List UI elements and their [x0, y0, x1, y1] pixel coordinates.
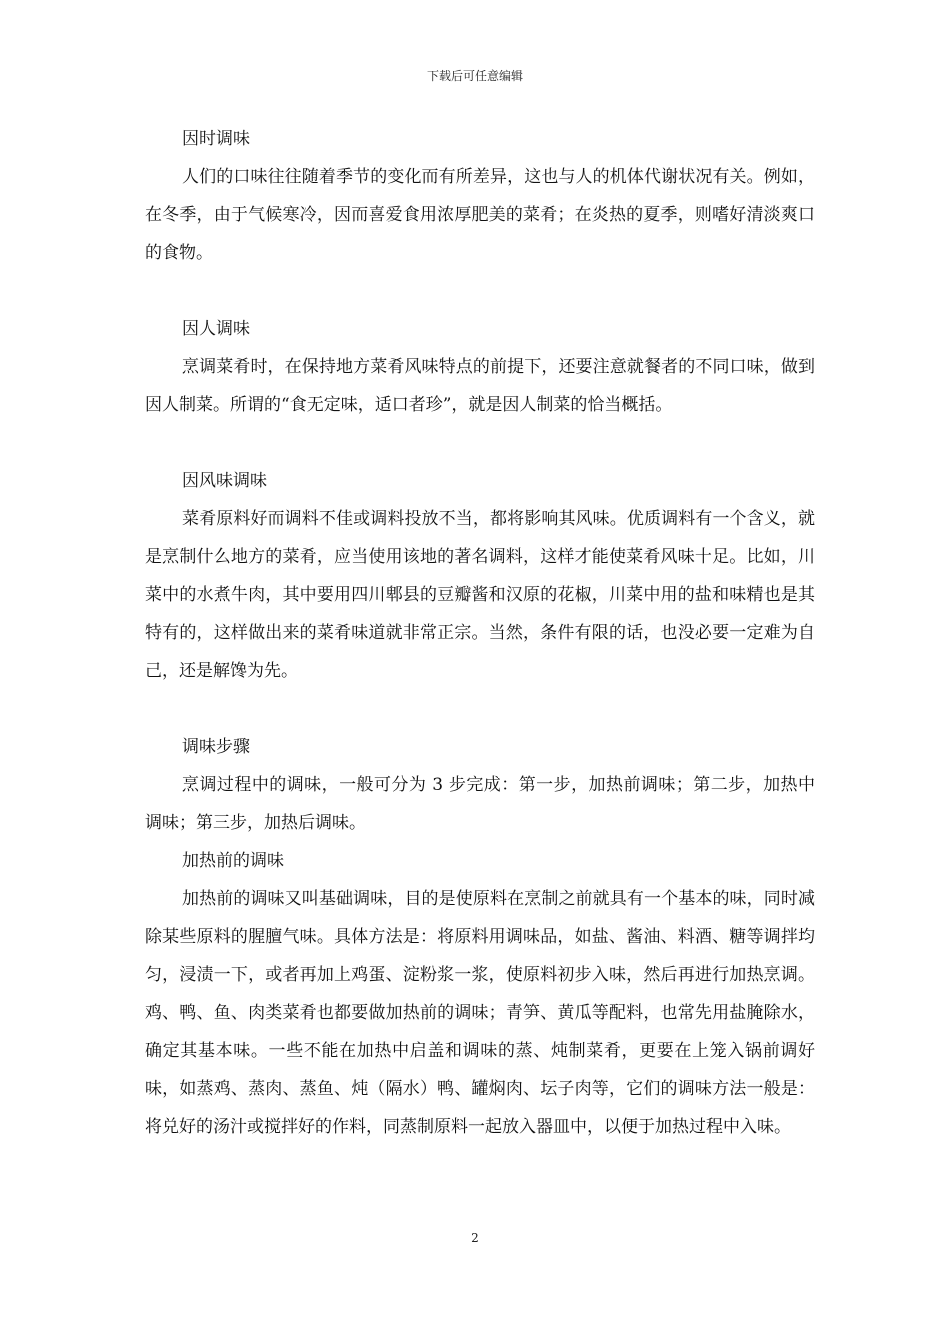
document-body: [145, 120, 815, 1146]
spacer: [145, 424, 815, 462]
section-heading-steps: 调味步骤: [182, 737, 250, 757]
page-header: 下载后可任意编辑: [426, 69, 523, 83]
section-heading-seasonal: 因时调味: [182, 129, 250, 149]
section-paragraph-pre-heating: 加热前的调味又叫基础调味，目的是使原料在烹制之前就具有一个基本的味，同时减除某些原料的腥膻气味。具体方法是：将原料用调味品，如盐、酱油、料酒、糖等调拌均匀，浸渍一下，或者再加上鸡蛋、淀粉浆一浆，使原料初步入味，然后再进行加热烹调。鸡、鸭、鱼、肉类菜肴也都要做加热前的调味；青笋、黄瓜等配料，也常先用盐腌除水，确定其基本味。一些不能在加热中启盖和调味的蒸、炖制菜肴，更要在上笼入锅前调好味，如蒸鸡、蒸肉、蒸鱼、炖（隔水）鸭、罐焖肉、坛子肉等，它们的调味方法一般是：将兑好的汤汁或搅拌好的作料，同蒸制原料一起放入器皿中，以便于加热过程中入味。: [145, 889, 815, 1137]
section-heading-person: 因人调味: [182, 319, 250, 339]
page-number: 2: [471, 1231, 479, 1245]
section-paragraph-flavor: 菜肴原料好而调料不佳或调料投放不当，都将影响其风味。优质调料有一个含义，就是烹制什么地方的菜肴，应当使用该地的著名调料，这样才能使菜肴风味十足。比如，川菜中的水煮牛肉，其中要用四川郫县的豆瓣酱和汉原的花椒，川菜中用的盐和味精也是其特有的，这样做出来的菜肴味道就非常正宗。当然，条件有限的话，也没必要一定难为自己，还是解馋为先。: [145, 509, 815, 681]
section-paragraph-steps: 烹调过程中的调味，一般可分为 3 步完成：第一步，加热前调味；第二步，加热中调味；第三步，加热后调味。: [145, 775, 815, 833]
section-paragraph-person: 烹调菜肴时，在保持地方菜肴风味特点的前提下，还要注意就餐者的不同口味，做到因人制菜。所谓的“食无定味，适口者珍”，就是因人制菜的恰当概括。: [145, 357, 815, 415]
spacer: [145, 272, 815, 310]
spacer: [145, 690, 815, 728]
section-paragraph-seasonal: 人们的口味往往随着季节的变化而有所差异，这也与人的机体代谢状况有关。例如，在冬季，由于气候寒冷，因而喜爱食用浓厚肥美的菜肴；在炎热的夏季，则嗜好清淡爽口的食物。: [145, 167, 815, 263]
section-heading-pre-heating: 加热前的调味: [182, 851, 284, 871]
section-heading-flavor: 因风味调味: [182, 471, 267, 491]
